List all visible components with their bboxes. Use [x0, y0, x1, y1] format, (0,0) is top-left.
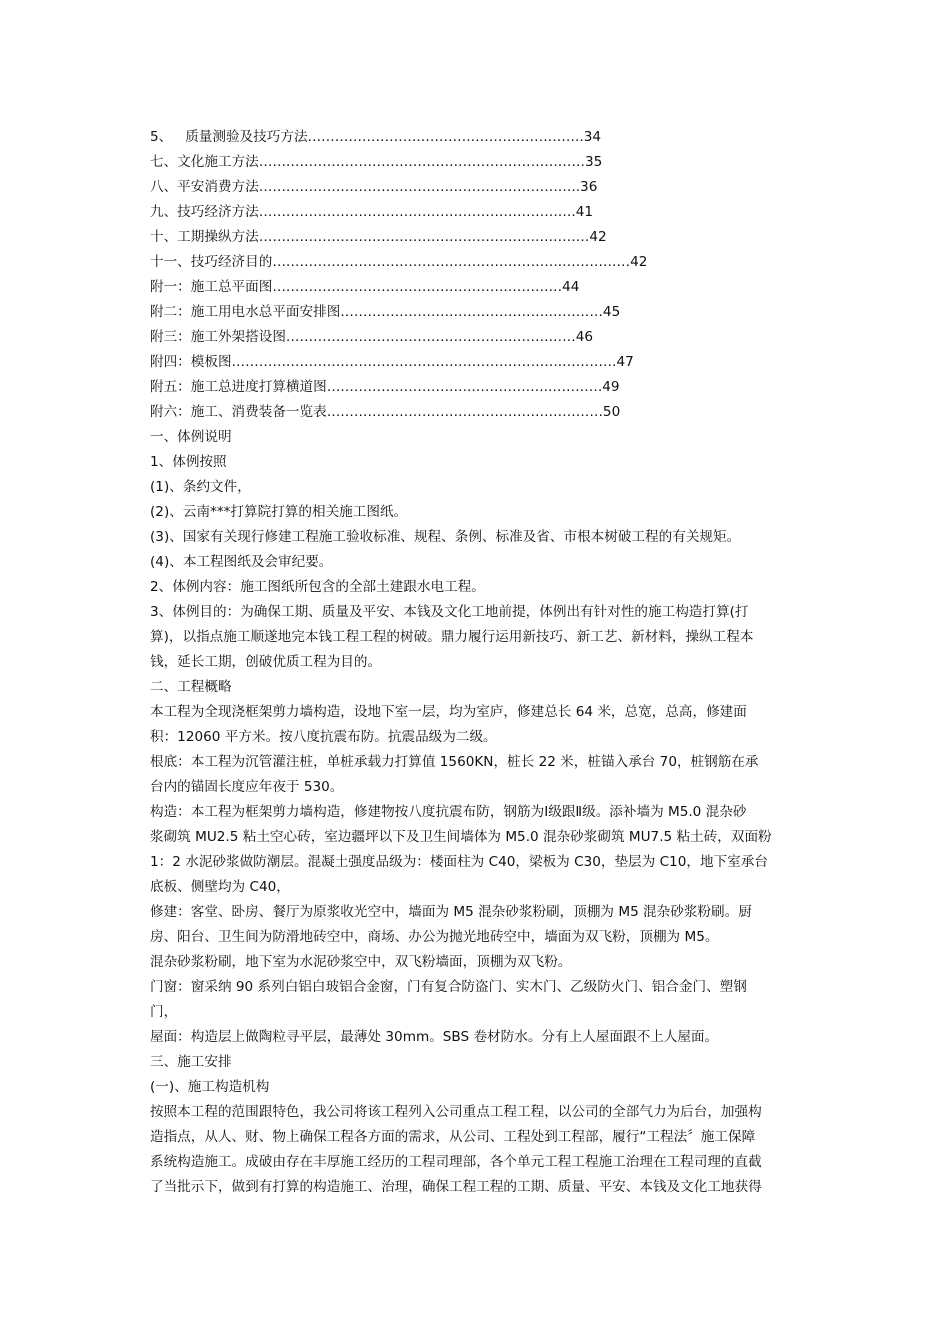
paragraph-line: 混杂砂浆粉刷，地下室为水泥砂浆空中，双飞粉墙面，顶棚为双飞粉。	[150, 954, 572, 970]
toc-entry: 十一、技巧经济目的……………………………………………………….……………42	[150, 254, 648, 270]
paragraph-line: 钱，延长工期，创破优质工程为目的。	[150, 654, 382, 670]
structure-paragraph	[150, 800, 800, 900]
toc-entry: 附六：施工、消费装备一览表……………………………………….……………50	[150, 404, 621, 420]
section-heading: 三、施工安排	[150, 1054, 232, 1070]
toc-entry: 附四：模板图……………………………………………………………….…………47	[150, 354, 634, 370]
toc-entry: 十、工期操纵方法…………………………………………………….…………42	[150, 229, 607, 245]
list-item: (1)、条约文件，	[150, 479, 251, 495]
paragraph-line: 根底：本工程为沉管灌注桩，单桩承载力打算值 1560KN，桩长 22 米，桩锚入承台 70，桩钢筋在承	[150, 754, 759, 770]
toc-entry: 七、文化施工方法………………………………………………………………35	[150, 154, 603, 170]
paragraph-line: 本工程为全现浇框架剪力墙构造，设地下室一层，均为室庐，修建总长 64 米，总宽，总高，修建面	[150, 704, 747, 720]
document-content	[150, 125, 800, 1200]
table-of-contents	[150, 125, 800, 425]
overview-paragraph	[150, 700, 800, 750]
list-item: (2)、云南***打算院打算的相关施工图纸。	[150, 504, 408, 520]
paragraph-line: 3、体例目的：为确保工期、质量及平安、本钱及文化工地前提，体例出有针对性的施工构造打算(打	[150, 604, 749, 620]
paragraph-line: 2、体例内容：施工图纸所包含的全部土建跟水电工程。	[150, 579, 485, 595]
paragraph-line: 房、阳台、卫生间为防滑地砖空中，商场、办公为抛光地砖空中，墙面为双飞粉，顶棚为 M5。	[150, 929, 719, 945]
paragraph-line: 浆砌筑 MU2.5 粘土空心砖，室边疆坪以下及卫生间墙体为 M5.0 混杂砂浆砌筑 MU7.5 粘土砖，双面粉	[150, 829, 772, 845]
foundation-paragraph	[150, 750, 800, 800]
roof-paragraph: 屋面：构造层上做陶粒寻平层，最薄处 30mm。SBS 卷材防水。分有上人屋面跟不上人屋面。	[150, 1029, 719, 1045]
construction-paragraph	[150, 900, 800, 975]
paragraph-line: 算)，以指点施工顺遂地完本钱工程工程的树破。鼎力履行运用新技巧、新工艺、新材料，操纵工程本	[150, 629, 754, 645]
organization-paragraph	[150, 1100, 800, 1200]
paragraph-line: 修建：客堂、卧房、餐厅为原浆收光空中，墙面为 M5 混杂砂浆粉刷，顶棚为 M5 混杂砂浆粉刷。厨	[150, 904, 752, 920]
paragraph-line: 系统构造施工。成破由存在丰厚施工经历的工程司理部，各个单元工程工程施工治理在工程司理的直截	[150, 1154, 762, 1170]
paragraph-line: 1：2 水泥砂浆做防潮层。混凝土强度品级为：楼面柱为 C40，梁板为 C30，垫层为 C10，地下室承台	[150, 854, 768, 870]
paragraph-line: 按照本工程的范围跟特色，我公司将该工程列入公司重点工程工程，以公司的全部气力为后台，加强构	[150, 1104, 762, 1120]
paragraph-line: 门窗：窗采纳 90 系列白铝白玻铝合金窗，门有复合防盗门、实木门、乙级防火门、铝合金门、塑钢	[150, 979, 747, 995]
toc-entry: 附三：施工外架搭设图…………………………………………….…………46	[150, 329, 594, 345]
paragraph-line: 底板、侧壁均为 C40，	[150, 879, 290, 895]
paragraph-line: 积：12060 平方米。按八度抗震布防。抗震品级为二级。	[150, 729, 497, 745]
list-item: (4)、本工程图纸及会审纪要。	[150, 554, 333, 570]
toc-entry: 附一：施工总平面图…………………………………………….…………44	[150, 279, 580, 295]
toc-entry: 附二：施工用电水总平面安排图……………………………………….…………45	[150, 304, 621, 320]
paragraph-line: 了当批示下，做到有打算的构造施工、治理，确保工程工程的工期、质量、平安、本钱及文化工地获得	[150, 1179, 762, 1195]
paragraph-line: 构造：本工程为框架剪力墙构造，修建物按八度抗震布防，钢筋为Ⅰ级跟Ⅱ级。添补墙为 M5.0 混杂砂	[150, 804, 747, 820]
paragraph-line: 造指点，从人、财、物上确保工程各方面的需求，从公司、工程处到工程部，履行“工程法〞施工保障	[150, 1129, 756, 1145]
preparation-basis-section	[150, 425, 800, 600]
toc-entry: 九、技巧经济方法…………………………………………………………….41	[150, 204, 594, 220]
section-heading: 二、工程概略	[150, 679, 232, 695]
toc-entry: 附五：施工总进度打算横道图…………………………..……………..…………49	[150, 379, 620, 395]
toc-entry: 八、平安消费方法……………………………………………………………..36	[150, 179, 598, 195]
subsection-heading: 1、体例按照	[150, 454, 227, 470]
subsection-heading: (一)、施工构造机构	[150, 1079, 270, 1095]
paragraph-line: 门，	[150, 1004, 178, 1020]
paragraph-line: 台内的锚固长度应年夜于 530。	[150, 779, 344, 795]
list-item: (3)、国家有关现行修建工程施工验收标准、规程、条例、标准及省、市根本树破工程的有关规矩。	[150, 529, 741, 545]
doors-windows-paragraph	[150, 975, 800, 1025]
toc-entry: 5、 质量测验及技巧方法…………………………………………………….34	[150, 129, 602, 145]
purpose-paragraph	[150, 600, 800, 675]
section-heading: 一、体例说明	[150, 429, 232, 445]
